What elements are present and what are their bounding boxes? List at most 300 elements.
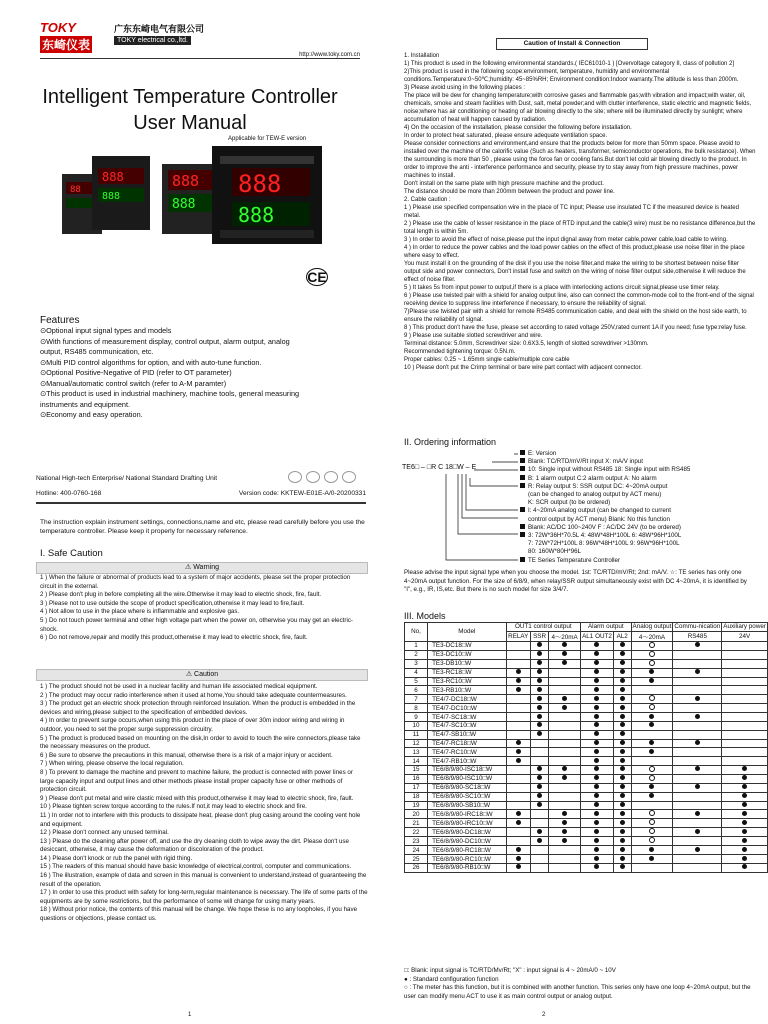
- row-cell: [549, 774, 581, 783]
- row-cell: [531, 695, 549, 704]
- row-cell: [531, 704, 549, 713]
- install-line: 1. Installation: [404, 53, 440, 59]
- col-alarm: Alarm output: [581, 623, 631, 632]
- standard-function-icon: [537, 838, 542, 843]
- warning-item: 3 ) Please not to use outside the scope of product specification,otherwise it may lead to fire,fault.: [40, 599, 305, 607]
- row-cell: [549, 783, 581, 792]
- bullet-icon: [520, 466, 525, 471]
- ordering-item: Blank: AC/DC 100~240V F : AC/DC 24V (to be ordered): [520, 524, 764, 532]
- row-cell: [506, 837, 530, 846]
- row-cell: [722, 819, 768, 828]
- row-cell: [631, 704, 673, 713]
- install-line: 7)Please use twisted pair with a shield for remote RS485 communication cable, and deal with the shield on the host side earth, to ensure the reliability of signal.: [404, 309, 747, 323]
- warning-item: 1 ) When the failure or abnormal of products lead to a system of major accidents, please set the proper protection circuit in the external.: [40, 574, 351, 590]
- standard-function-icon: [649, 793, 654, 798]
- standard-function-icon: [516, 856, 521, 861]
- standard-function-icon: [620, 642, 625, 647]
- row-cell: [506, 695, 530, 704]
- ordering-item: (can be changed to analog output by ACT menu): [528, 491, 662, 499]
- row-model: TE6/8/9/80-SB10□W: [428, 801, 506, 810]
- row-cell: [531, 855, 549, 864]
- badge-icon: [306, 471, 320, 483]
- install-line: 9 ) Please use suitable slotted screwdriver and wire.: [404, 333, 543, 339]
- row-model: TE4/7-SC18□W: [428, 713, 506, 722]
- ordering-diagram: [402, 450, 762, 570]
- row-cell: [673, 757, 722, 766]
- row-cell: [506, 801, 530, 810]
- row-cell: [631, 757, 673, 766]
- standard-function-icon: [537, 660, 542, 665]
- row-number: 26: [405, 863, 428, 872]
- caution-item: 16 ) The illustration, example of data and screen in this manual is convenient to understand,instead of guaranteeing the result of the operation.: [40, 872, 367, 888]
- standard-function-icon: [594, 687, 599, 692]
- row-number: 5: [405, 677, 428, 686]
- row-cell: [722, 730, 768, 739]
- row-number: 25: [405, 855, 428, 864]
- row-cell: [506, 765, 530, 774]
- row-cell: [506, 704, 530, 713]
- standard-function-icon: [620, 784, 625, 789]
- ce-mark: CE: [307, 269, 327, 285]
- install-line: Proper cables: 0.25 ~ 1.65mm single cable/multiple core cable: [404, 357, 570, 363]
- col-al1: AL1 OUT2: [582, 632, 612, 640]
- row-cell: [581, 819, 614, 828]
- row-cell: [613, 828, 631, 837]
- standard-function-icon: [594, 722, 599, 727]
- col-ssr: SSR: [531, 631, 549, 641]
- row-cell: [613, 846, 631, 855]
- row-cell: [631, 801, 673, 810]
- caution-item: 9 ) Please don't put metal and wire clastic mixed with this product,otherwise it may lead to electric shock, fire, fault.: [40, 794, 354, 802]
- ordering-heading: II. Ordering information: [404, 437, 497, 447]
- right-page: [384, 0, 768, 1024]
- col-rs485: RS485: [673, 631, 722, 641]
- svg-text:88: 88: [70, 185, 81, 195]
- row-cell: [673, 677, 722, 686]
- bullet-icon: [520, 524, 525, 529]
- row-cell: [506, 792, 530, 801]
- standard-function-icon: [562, 642, 567, 647]
- row-cell: [549, 801, 581, 810]
- row-cell: [531, 713, 549, 722]
- table-row: [405, 819, 768, 828]
- install-title: Caution of Install & Connection: [496, 38, 648, 50]
- row-cell: [722, 810, 768, 819]
- caution-item: 12 ) Please don't connect any unused terminal.: [40, 829, 169, 837]
- standard-function-icon: [695, 766, 700, 771]
- row-model: TE6/8/9/80-DC18□W: [428, 828, 506, 837]
- install-line: 2. Cable caution :: [404, 197, 451, 203]
- row-cell: [549, 765, 581, 774]
- row-cell: [549, 819, 581, 828]
- standard-function-icon: [594, 714, 599, 719]
- safety-heading: I. Safe Caution: [40, 548, 103, 559]
- standard-function-icon: [594, 731, 599, 736]
- row-number: 10: [405, 721, 428, 730]
- row-cell: [673, 721, 722, 730]
- caution-item: 4 ) In order to prevent surge occurs,when using this product in the place of over 30m indoor wiring and wiring in outdoor, you need to set the proper surge suppression circuitry.: [40, 717, 345, 733]
- standard-function-icon: [594, 838, 599, 843]
- svg-text:888: 888: [102, 191, 121, 202]
- standard-function-icon: [695, 642, 700, 647]
- row-cell: [673, 686, 722, 695]
- row-cell: [631, 783, 673, 792]
- caution-item: 18 ) Without prior notice, the contents of this manual will be change. We hope these is no any loopholes, if you have questions or objections, please contact us.: [40, 906, 358, 923]
- table-row: [405, 774, 768, 783]
- features-heading: Features: [40, 315, 80, 326]
- row-number: 3: [405, 659, 428, 668]
- feature-item: ⊙With functions of measurement display, control output, alarm output, analog: [40, 336, 290, 346]
- row-cell: [531, 721, 549, 730]
- caution-item: 17 ) In order to use this product with safety for long-term,regular maintenance is necessary. The life of some parts of the equipments are by some restrictions, but the performance of some will change for using many years.: [40, 889, 368, 905]
- certification-badges: [288, 470, 360, 488]
- standard-function-icon: [620, 678, 625, 683]
- page-header: [40, 18, 360, 59]
- row-cell: [549, 650, 581, 659]
- standard-function-icon: [649, 669, 654, 674]
- badge-icon: [342, 471, 356, 483]
- ordering-item: control output by ACT menu) Blank: No this function: [528, 515, 670, 523]
- standard-function-icon: [516, 864, 521, 869]
- row-cell: [613, 668, 631, 677]
- svg-text:888: 888: [102, 170, 124, 184]
- row-cell: [531, 828, 549, 837]
- row-cell: [673, 641, 722, 650]
- row-cell: [531, 774, 549, 783]
- toky-logo: [40, 20, 104, 50]
- caution-item: 2 ) The product may occur radio interference when it used at home,You should take adequate countermeasures.: [40, 691, 347, 699]
- install-line: 3 ) In order to avoid the effect of noise,please put the input dignal away from meter cable,power cable,load cable to wiring.: [404, 237, 728, 243]
- combined-function-icon: [649, 775, 655, 781]
- standard-function-icon: [594, 678, 599, 683]
- caution-item: 15 ) The readers of this manual should have basic knowledge of electrical,control, computer and communications.: [40, 863, 352, 871]
- standard-function-icon: [620, 722, 625, 727]
- row-cell: [722, 668, 768, 677]
- row-cell: [613, 855, 631, 864]
- row-cell: [506, 810, 530, 819]
- bullet-icon: [520, 507, 525, 512]
- standard-function-icon: [516, 758, 521, 763]
- table-row: [405, 765, 768, 774]
- row-cell: [722, 792, 768, 801]
- standard-function-icon: [562, 696, 567, 701]
- standard-function-icon: [742, 864, 747, 869]
- row-cell: [613, 686, 631, 695]
- table-row: [405, 863, 768, 872]
- row-number: 1: [405, 641, 428, 650]
- standard-function-icon: [594, 802, 599, 807]
- table-row: [405, 677, 768, 686]
- install-line: 6 ) Please use twisted pair with a shield for analog output line, also can connect the common-mode coil to the front-end of the signal receiving device to suppress line interference if necessary, to ensure the reliability of signal.: [404, 293, 754, 307]
- row-cell: [549, 846, 581, 855]
- standard-function-icon: [594, 642, 599, 647]
- table-row: [405, 686, 768, 695]
- standard-function-icon: [649, 784, 654, 789]
- row-cell: [549, 686, 581, 695]
- standard-function-icon: [620, 811, 625, 816]
- install-line: Terminal distance: 5.0mm, Screwdriver size: 0.6X3.5, length of slotted screwdriver >130mm.: [404, 341, 649, 347]
- row-cell: [631, 677, 673, 686]
- caution-bar: ⚠ Caution: [36, 669, 368, 681]
- standard-function-icon: [620, 758, 625, 763]
- install-text: [404, 52, 756, 372]
- row-cell: [581, 641, 614, 650]
- table-row: [405, 792, 768, 801]
- row-cell: [631, 686, 673, 695]
- standard-function-icon: [620, 687, 625, 692]
- ordering-item: Blank: TC/RTD/mV/Rt input X: mA/V input: [520, 458, 764, 466]
- install-line: 10 ) Please don't put the Crimp terminal or bare wire part contact with adjacent connector.: [404, 365, 642, 371]
- row-cell: [549, 810, 581, 819]
- row-cell: [631, 828, 673, 837]
- row-cell: [613, 677, 631, 686]
- row-cell: [631, 641, 673, 650]
- row-cell: [722, 677, 768, 686]
- row-cell: [506, 819, 530, 828]
- features-list: [40, 326, 370, 421]
- row-cell: [531, 792, 549, 801]
- row-model: TE6/8/9/80-DC10□W: [428, 837, 506, 846]
- row-cell: [613, 765, 631, 774]
- logo-text: TOKY: [40, 20, 76, 35]
- row-cell: [673, 863, 722, 872]
- feature-item: ⊙Optional Positive-Negative of PID (refer to OT parameter): [40, 368, 232, 377]
- row-cell: [722, 686, 768, 695]
- row-cell: [549, 668, 581, 677]
- standard-function-icon: [742, 811, 747, 816]
- row-cell: [631, 650, 673, 659]
- row-cell: [613, 739, 631, 748]
- install-line: 2 ) Please use the cable of lesser resistance in the place of RTD input,and the cable(3 wire) must be no resistance difference,but the total length is within 5m.: [404, 221, 756, 235]
- standard-function-icon: [537, 714, 542, 719]
- bullet-icon: [520, 483, 525, 488]
- hotline: Hotline: 400-0760-168: [36, 490, 102, 497]
- row-number: 6: [405, 686, 428, 695]
- feature-item: ⊙Economy and easy operation.: [40, 410, 143, 419]
- row-cell: [506, 659, 530, 668]
- warning-item: 5 ) Do not touch power terminal and other high voltage part when the power on, otherwise you may get an electric-shock.: [40, 616, 353, 633]
- company-url[interactable]: http://www.toky.com.cn: [299, 52, 360, 58]
- caution-list: [40, 683, 368, 924]
- table-row: [405, 641, 768, 650]
- row-cell: [631, 668, 673, 677]
- standard-function-icon: [649, 740, 654, 745]
- row-cell: [506, 783, 530, 792]
- row-model: TE4/7-DC18□W: [428, 695, 506, 704]
- table-row: [405, 721, 768, 730]
- enterprise-line: National High-tech Enterprise/ National Standard Drafting Unit: [36, 475, 218, 482]
- caution-item: 8 ) To prevent to damage the machine and prevent to machine failure, the product is connected with power lines or large capacity input and output lines and other methods please install proper capacity fuse or other methods of protection circuit.: [40, 768, 353, 794]
- row-cell: [722, 783, 768, 792]
- models-notes: [404, 967, 754, 1001]
- page-number: 1: [188, 1012, 192, 1018]
- row-number: 11: [405, 730, 428, 739]
- row-cell: [722, 641, 768, 650]
- table-row: [405, 704, 768, 713]
- row-cell: [722, 863, 768, 872]
- row-cell: [673, 837, 722, 846]
- svg-text:888: 888: [172, 197, 196, 212]
- row-cell: [722, 721, 768, 730]
- svg-text:888: 888: [172, 172, 200, 190]
- standard-function-icon: [649, 714, 654, 719]
- row-cell: [531, 641, 549, 650]
- caution-item: 5 ) The product is produced based on mounting on the disk,In order to avoid to touch the wire connectors,please take the necessary measures on the product.: [40, 734, 361, 751]
- standard-function-icon: [594, 793, 599, 798]
- row-model: TE4/7-RB10□W: [428, 757, 506, 766]
- standard-function-icon: [562, 660, 567, 665]
- install-line: 5 ) It takes 5s from input power to output,if there is a place with interlocking actions circuit signal,please use timer relay.: [404, 285, 720, 291]
- row-number: 7: [405, 695, 428, 704]
- row-cell: [531, 783, 549, 792]
- title-line1: Intelligent Temperature Controller: [42, 86, 338, 108]
- standard-function-icon: [516, 820, 521, 825]
- row-cell: [673, 774, 722, 783]
- standard-function-icon: [537, 705, 542, 710]
- row-cell: [631, 721, 673, 730]
- standard-function-icon: [537, 669, 542, 674]
- row-model: TE4/7-SC10□W: [428, 721, 506, 730]
- standard-function-icon: [537, 793, 542, 798]
- ordering-item: TE Series Temperature Controller: [520, 557, 764, 565]
- badge-icon: [324, 471, 338, 483]
- standard-function-icon: [695, 829, 700, 834]
- row-cell: [506, 668, 530, 677]
- table-row: [405, 695, 768, 704]
- standard-function-icon: [695, 784, 700, 789]
- row-cell: [549, 739, 581, 748]
- row-cell: [581, 668, 614, 677]
- models-table: [404, 622, 768, 873]
- col-model: Model: [428, 623, 506, 642]
- row-cell: [722, 659, 768, 668]
- standard-function-icon: [742, 847, 747, 852]
- svg-text:888: 888: [238, 203, 275, 227]
- standard-function-icon: [594, 696, 599, 701]
- row-cell: [722, 828, 768, 837]
- row-cell: [631, 730, 673, 739]
- row-cell: [531, 677, 549, 686]
- row-cell: [613, 721, 631, 730]
- row-number: 14: [405, 757, 428, 766]
- row-cell: [506, 721, 530, 730]
- row-cell: [673, 846, 722, 855]
- col-comm: Commu-nication: [674, 623, 721, 631]
- version-code: Version code: KKTEW-E01E-A/0-20200331: [238, 490, 366, 497]
- install-line: 4) On the occasion of the installation, please consider the following before installation.: [404, 125, 632, 131]
- standard-function-icon: [742, 856, 747, 861]
- row-cell: [613, 730, 631, 739]
- row-cell: [549, 695, 581, 704]
- row-cell: [531, 686, 549, 695]
- row-cell: [581, 721, 614, 730]
- standard-function-icon: [620, 820, 625, 825]
- row-cell: [722, 757, 768, 766]
- standard-function-icon: [516, 669, 521, 674]
- table-row: [405, 757, 768, 766]
- install-line: The place will be dew for changing temperature;with corrosive gases and flammable gas;with vibration and impact;with water, oil, chemicals, smoke and steam facilities with Dust, salt, metal powder;and with clutter interference, static electric and magnetic fields, noise;where has air conditioning or heating of air blowing directly to the site; where will be illuminated directly by sunlight; where accumulation of heat will happen caused by radiation.: [404, 93, 752, 123]
- standard-function-icon: [695, 714, 700, 719]
- standard-function-icon: [742, 793, 747, 798]
- row-cell: [549, 641, 581, 650]
- row-number: 2: [405, 650, 428, 659]
- row-number: 13: [405, 748, 428, 757]
- row-cell: [581, 686, 614, 695]
- row-cell: [531, 659, 549, 668]
- standard-function-icon: [537, 678, 542, 683]
- col-al2: AL2: [613, 631, 631, 641]
- feature-item: output, RS485 communication, etc.: [40, 347, 154, 356]
- row-cell: [506, 748, 530, 757]
- standard-function-icon: [649, 678, 654, 683]
- models-table-body: [405, 641, 768, 872]
- standard-function-icon: [742, 829, 747, 834]
- combined-function-icon: [649, 837, 655, 843]
- row-cell: [531, 730, 549, 739]
- row-cell: [506, 757, 530, 766]
- caution-item: 3 ) The product get an electric shock protection through reinforced Insulation. When the product is embedded in the devices and wiring,please subject to the specification of embedded devices.: [40, 700, 356, 716]
- standard-function-icon: [594, 705, 599, 710]
- row-cell: [673, 765, 722, 774]
- table-row: [405, 748, 768, 757]
- row-cell: [673, 739, 722, 748]
- row-cell: [631, 765, 673, 774]
- standard-function-icon: [562, 775, 567, 780]
- standard-function-icon: [695, 811, 700, 816]
- row-cell: [613, 695, 631, 704]
- row-cell: [631, 713, 673, 722]
- table-row: [405, 837, 768, 846]
- standard-function-icon: [537, 766, 542, 771]
- row-cell: [581, 828, 614, 837]
- row-model: TE6/8/9/80-ISC10□W: [428, 774, 506, 783]
- install-line: 3) Please avoid using in the following places :: [404, 85, 526, 91]
- caution-item: 11 ) In order not to interfere with this products to dissipate heat, please don't plug casing around the cooling vent hole and equipment.: [40, 811, 361, 828]
- ordering-item: 80: 160W*80H*96L: [528, 548, 581, 556]
- row-cell: [531, 650, 549, 659]
- install-line: Please consider connections and environment,and ensure that the products below for more than 50mm space. Please avoid to installed over the machine of the calorific value (Such as heaters, transformer, semiconductor operations, the bulk resistance). When the surrounding is more than 50 , please using the force fan or cooling fans.But don't let cold air blowing directly to the product. In order to improve the anti - interference performance and security, please try to stay away from high pressure machines, power machines to install.: [404, 141, 756, 179]
- applicable-version: Applicable for TEW-E version: [228, 136, 307, 142]
- row-cell: [581, 650, 614, 659]
- standard-function-icon: [620, 802, 625, 807]
- caution-item: 6 ) Be sure to observe the precautions in this manual, otherwise there is a risk of a major injury or accident.: [40, 751, 333, 759]
- row-cell: [506, 863, 530, 872]
- table-row: [405, 713, 768, 722]
- row-model: TE6/8/9/80-RB10□W: [428, 863, 506, 872]
- standard-function-icon: [742, 784, 747, 789]
- standard-function-icon: [695, 847, 700, 852]
- row-model: TE4/7-RC10□W: [428, 748, 506, 757]
- row-cell: [581, 713, 614, 722]
- standard-function-icon: [594, 856, 599, 861]
- table-row: [405, 659, 768, 668]
- standard-function-icon: [562, 705, 567, 710]
- row-cell: [722, 801, 768, 810]
- row-number: 20: [405, 810, 428, 819]
- standard-function-icon: [516, 678, 521, 683]
- row-cell: [722, 837, 768, 846]
- ordering-list: [520, 450, 764, 565]
- row-cell: [531, 739, 549, 748]
- row-cell: [631, 792, 673, 801]
- row-cell: [581, 765, 614, 774]
- standard-function-icon: [594, 758, 599, 763]
- row-cell: [506, 774, 530, 783]
- standard-function-icon: [594, 740, 599, 745]
- row-cell: [549, 659, 581, 668]
- models-note: ● : Standard configuration function: [404, 975, 499, 983]
- row-cell: [549, 828, 581, 837]
